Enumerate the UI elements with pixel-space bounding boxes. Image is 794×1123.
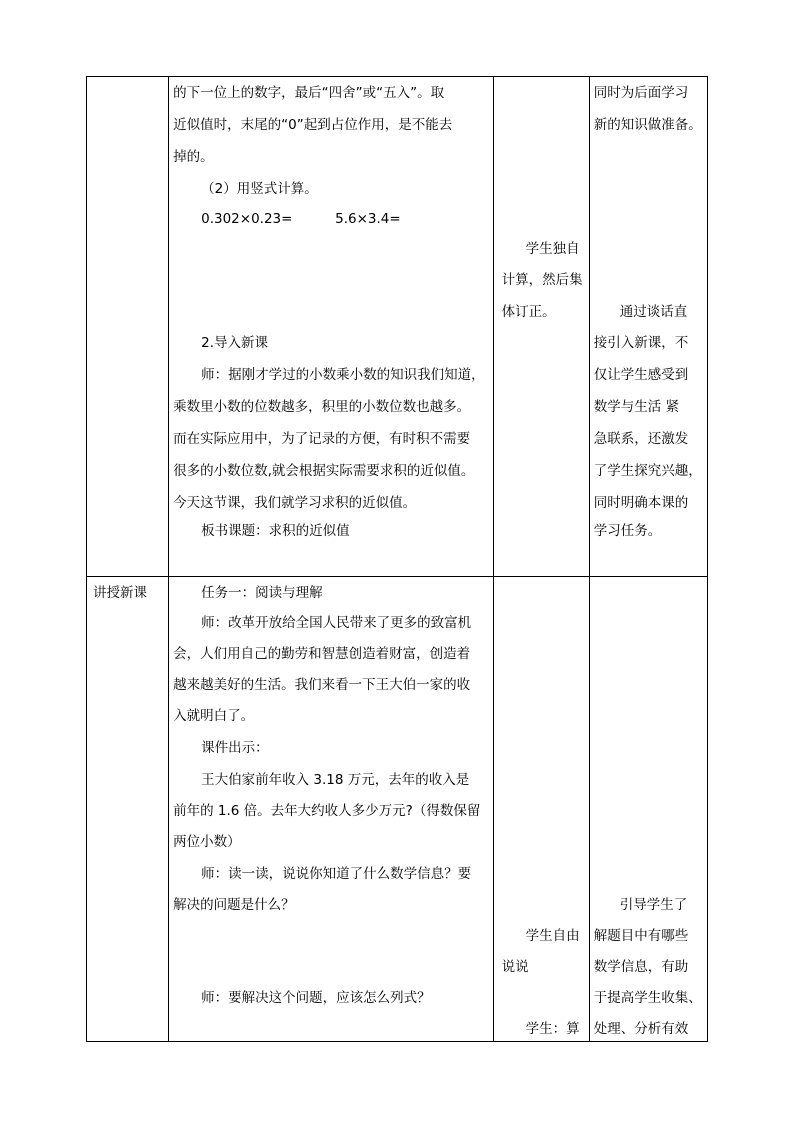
teacher-line: 师：据刚才学过的小数乘小数的知识我们知道， — [201, 367, 485, 383]
intent-line: 引导学生了 — [619, 897, 688, 913]
design-intent-cell — [589, 577, 707, 1042]
student-line: 学生独自 — [525, 241, 580, 257]
teacher-line: 乘数里小数的位数越多，积里的小数位数也越多。 — [173, 399, 471, 415]
teacher-line: 会，人们用自己的勤劳和智慧创造着财富，创造着 — [173, 646, 471, 662]
intent-line: 接引入新课，不 — [593, 335, 689, 351]
section-heading: 任务一：阅读与理解 — [201, 585, 323, 601]
teacher-line: 前年的 1.6 倍。去年大约收人多少万元?（得数保留 — [173, 803, 481, 819]
teacher-line: 而在实际应用中，为了记录的方便，有时积不需要 — [173, 431, 471, 447]
student-activity-cell — [493, 77, 589, 577]
teacher-line: 课件出示： — [201, 740, 269, 756]
teacher-activity-cell — [169, 577, 494, 1042]
teacher-line: 两位小数） — [173, 834, 241, 850]
teacher-line: 师：要解决这个问题，应该怎么列式？ — [201, 990, 431, 1006]
table-row — [87, 577, 708, 1042]
stage-label: 讲授新课 — [93, 585, 147, 601]
teacher-line: 板书课题：求积的近似值 — [201, 523, 350, 539]
teacher-line: 很多的小数位数,就会根据实际需要求积的近似值。 — [173, 463, 475, 479]
intent-line: 急联系，还激发 — [593, 431, 689, 447]
lesson-plan-table — [86, 76, 708, 1042]
math-expression: 5.6×3.4= — [335, 211, 401, 227]
intent-line: 仅让学生感受到 — [593, 367, 689, 383]
teacher-line: 的下一位上的数字，最后“四舍”或“五入”。取 — [173, 85, 445, 101]
stage-cell — [87, 577, 169, 1042]
teacher-line: 师：改革开放给全国人民带来了更多的致富机 — [201, 615, 472, 631]
intent-line: 同时为后面学习 — [593, 85, 689, 101]
intent-line: 了学生探究兴趣， — [593, 463, 702, 479]
math-expression: 0.302×0.23= — [201, 211, 293, 227]
intent-line: 于提高学生收集、 — [593, 990, 702, 1006]
teacher-line: 今天这节课，我们就学习求积的近似值。 — [173, 495, 417, 511]
intent-line: 处理、分析有效 — [593, 1021, 689, 1037]
intent-line: 数学信息，有助 — [593, 959, 689, 975]
teacher-line: 入就明白了。 — [173, 708, 255, 724]
student-line: 说说 — [501, 959, 529, 975]
student-line: 学生自由 — [525, 928, 580, 944]
teacher-line: 越来越美好的生活。我们来看一下王大伯一家的收 — [173, 677, 471, 693]
stage-cell — [87, 77, 169, 577]
student-line: 学生：算 — [525, 1021, 580, 1037]
teacher-line: 解决的问题是什么？ — [173, 897, 295, 913]
table-row — [87, 77, 708, 577]
teacher-line: 近似值时，末尾的“0”起到占位作用，是不能去 — [173, 117, 453, 133]
intent-line: 通过谈话直 — [619, 304, 688, 320]
design-intent-cell — [589, 77, 707, 577]
section-heading: 2.导入新课 — [201, 335, 269, 351]
student-line: 计算，然后集 — [501, 272, 583, 288]
teacher-activity-cell — [169, 77, 494, 577]
teacher-line: 师：读一读，说说你知道了什么数学信息？要 — [201, 866, 472, 882]
intent-line: 新的知识做准备。 — [593, 117, 702, 133]
teacher-line: 掉的。 — [173, 149, 214, 165]
intent-line: 数学与生活 紧 — [593, 399, 680, 415]
intent-line: 同时明确本课的 — [593, 495, 689, 511]
teacher-line: 王大伯家前年收入 3.18 万元，去年的收入是 — [201, 772, 470, 788]
teacher-line: （2）用竖式计算。 — [201, 181, 318, 197]
intent-line: 解题目中有哪些 — [593, 928, 689, 944]
student-activity-cell — [493, 577, 589, 1042]
intent-line: 学习任务。 — [593, 523, 662, 539]
student-line: 体订正。 — [501, 304, 556, 320]
